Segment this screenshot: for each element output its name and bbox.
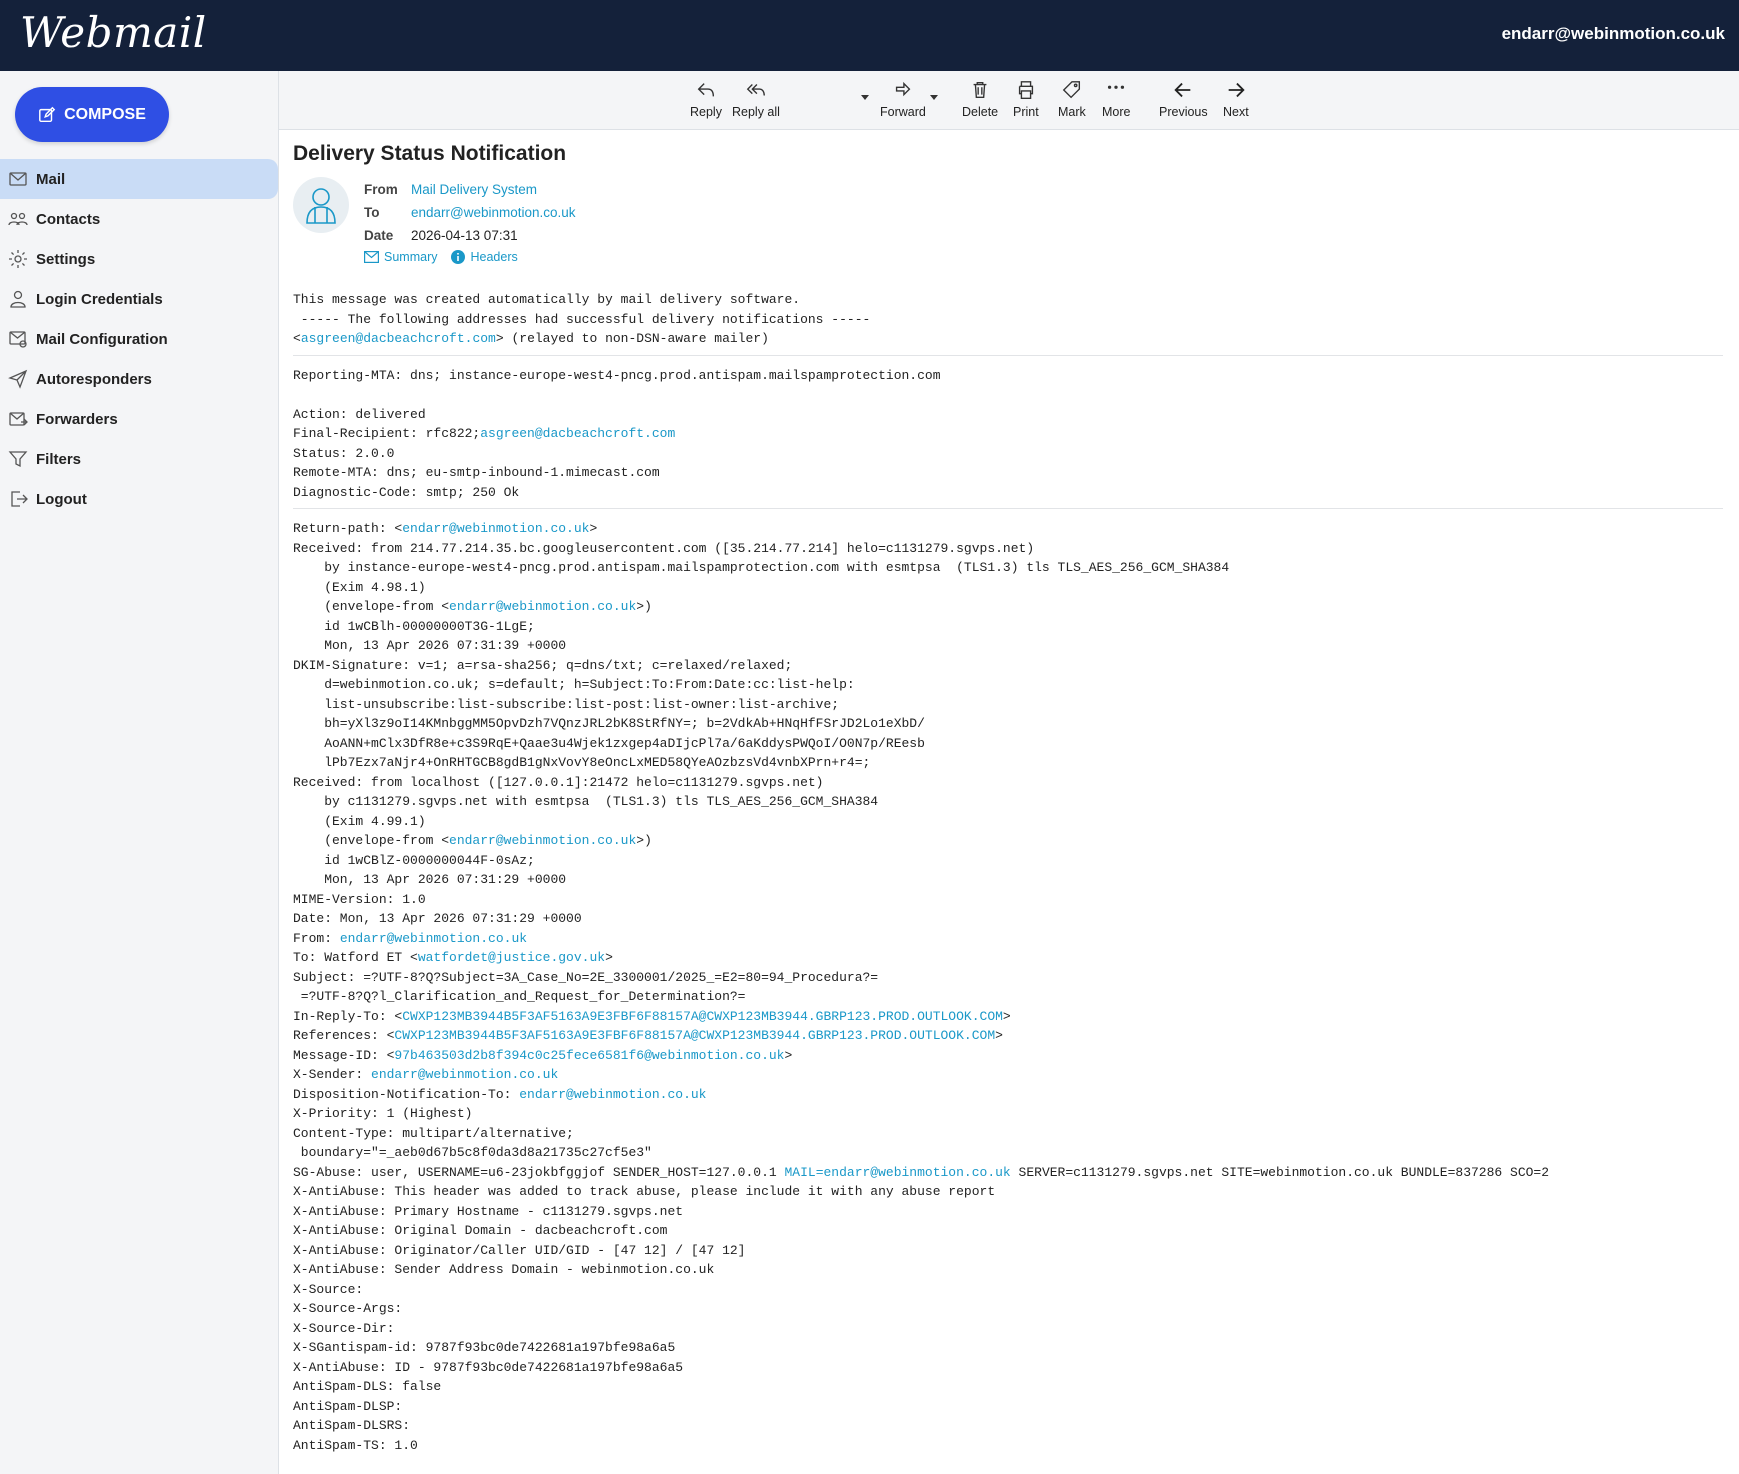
body-line — [293, 1358, 1723, 1378]
body-text: X-AntiAbuse: Original Domain - dacbeachcroft.com — [293, 1223, 668, 1238]
body-line — [293, 483, 1723, 503]
body-text: Diagnostic-Code: smtp; 250 Ok — [293, 484, 520, 500]
reply-all-dropdown-icon[interactable] — [861, 95, 869, 100]
logout-icon — [8, 489, 28, 509]
sidebar-item-login-credentials[interactable] — [0, 279, 278, 319]
body-line — [293, 948, 1723, 968]
body-text: > — [589, 521, 598, 536]
contacts-icon — [8, 209, 28, 229]
email-link[interactable]: endarr@webinmotion.co.uk — [402, 521, 590, 536]
forward-dropdown-icon[interactable] — [930, 95, 938, 100]
delete-button[interactable] — [962, 79, 998, 119]
body-line — [293, 444, 1723, 464]
body-line — [293, 617, 1723, 637]
sidebar-nav — [0, 159, 278, 519]
body-text: X-Source-Dir: — [293, 1320, 395, 1336]
body-line — [293, 1182, 1723, 1202]
sidebar-item-label: Mail — [36, 170, 66, 188]
mark-label: Mark — [1058, 105, 1086, 119]
email-link[interactable]: asgreen@dacbeachcroft.com — [300, 331, 496, 346]
email-link[interactable]: asgreen@dacbeachcroft.com — [480, 426, 676, 441]
trash-icon — [969, 79, 991, 101]
sidebar-item-autoresponders[interactable] — [0, 359, 278, 399]
sidebar-item-label: Forwarders — [36, 410, 118, 428]
body-text: id 1wCBlh-00000000T3G-1LgE; — [293, 618, 535, 634]
body-text: From: — [293, 930, 340, 946]
body-line — [293, 929, 1723, 949]
body-text: AntiSpam-TS: 1.0 — [293, 1437, 418, 1453]
next-button[interactable] — [1223, 79, 1249, 119]
body-text: Mon, 13 Apr 2026 07:31:39 +0000 — [293, 638, 567, 653]
body-text: To: Watford ET < — [293, 950, 418, 965]
arrow-left-icon — [1172, 79, 1194, 101]
body-line — [293, 1338, 1723, 1358]
body-text: (Exim 4.98.1) — [293, 579, 426, 595]
body-text: Disposition-Notification-To: — [293, 1086, 520, 1102]
reply-icon — [695, 79, 717, 101]
body-text: by c1131279.sgvps.net with esmtpsa (TLS1.3) tls TLS_AES_256_GCM_SHA384 — [293, 794, 879, 809]
email-link[interactable]: MAIL=endarr@webinmotion.co.uk — [784, 1164, 1011, 1180]
email-link[interactable]: 97b463503d2b8f394c0c25fece6581f6@webinmotion.co.uk — [394, 1047, 785, 1063]
date-value: 2026-04-13 07:31 — [411, 228, 518, 243]
body-line — [293, 578, 1723, 598]
sidebar-item-forwarders[interactable] — [0, 399, 278, 439]
body-text: Content-Type: multipart/alternative; — [293, 1125, 574, 1141]
body-text: lPb7Ezx7aNjr4+OnRHTGCB8gdB1gNxVovY8eOncLxMED58QYeAOzbzsVd4vnbXPrn+r4=; — [293, 755, 871, 770]
body-text: Message-ID: < — [293, 1047, 395, 1063]
body-text: d=webinmotion.co.uk; s=default; h=Subject:To:From:Date:cc:list-help: — [293, 677, 855, 692]
email-link[interactable]: endarr@webinmotion.co.uk — [449, 833, 637, 848]
body-text: < — [293, 331, 301, 346]
body-text: X-SGantispam-id: 9787f93bc0de7422681a197bfe98a6a5 — [293, 1340, 676, 1355]
body-line — [293, 1319, 1723, 1339]
body-text: AoANN+mClx3DfR8e+c3S9RqE+Qaae3u4Wjek1zxgep4aDIjcPl7a/6aKddysPWQoI/O0N7p/REesb — [293, 735, 925, 751]
app-logo: Webmail — [20, 8, 207, 57]
body-text: SG-Abuse: user, USERNAME=u6-23jokbfggjof SENDER_HOST=127.0.0.1 — [293, 1164, 785, 1180]
body-line — [293, 1143, 1723, 1163]
email-link[interactable]: endarr@webinmotion.co.uk — [449, 599, 637, 614]
person-icon — [293, 177, 349, 233]
section-divider — [293, 355, 1723, 356]
forward-button[interactable] — [880, 79, 926, 119]
body-line — [293, 656, 1723, 676]
body-line — [293, 987, 1723, 1007]
email-link[interactable]: watfordet@justice.gov.uk — [417, 950, 606, 965]
body-line — [293, 385, 1723, 405]
body-line — [293, 1163, 1723, 1183]
top-bar — [0, 0, 1739, 71]
body-text: boundary="=_aeb0d67b5c8f0da3d8a21735c27cf5e3" — [293, 1145, 652, 1160]
body-line — [293, 597, 1723, 617]
body-text: X-AntiAbuse: This header was added to track abuse, please include it with any abuse report — [293, 1184, 996, 1199]
message-body — [293, 290, 1723, 1455]
send-icon — [8, 369, 28, 389]
body-line — [293, 636, 1723, 656]
body-text: Reporting-MTA: dns; instance-europe-west4-pncg.prod.antispam.mailspamprotection.com — [293, 367, 941, 383]
header-values — [411, 178, 576, 247]
body-text: X-Source: — [293, 1281, 364, 1297]
body-section — [293, 290, 1723, 349]
previous-label: Previous — [1159, 105, 1208, 119]
body-text — [293, 387, 301, 402]
sidebar-item-mail-configuration[interactable] — [0, 319, 278, 359]
message-toolbar — [279, 71, 1739, 130]
print-label: Print — [1013, 105, 1039, 119]
tag-icon — [1061, 79, 1083, 101]
sender-avatar — [293, 177, 349, 233]
header-tabs — [364, 250, 518, 264]
body-text: ----- The following addresses had successful delivery notifications ----- — [293, 311, 871, 327]
more-icon — [1105, 79, 1127, 101]
sidebar-item-label: Autoresponders — [36, 370, 152, 388]
body-line — [293, 714, 1723, 734]
body-line — [293, 1221, 1723, 1241]
body-line — [293, 773, 1723, 793]
mail-settings-icon — [8, 329, 28, 349]
arrow-right-icon — [1225, 79, 1247, 101]
message-subject: Delivery Status Notification — [293, 142, 567, 165]
body-line — [293, 1007, 1723, 1027]
sidebar — [0, 71, 279, 1474]
email-link[interactable]: CWXP123MB3944B5F3AF5163A9E3FBF6F88157A@CWXP123MB3944.GBRP123.PROD.OUTLOOK.COM — [402, 1008, 1003, 1024]
compose-button[interactable] — [15, 87, 169, 142]
reply-all-button[interactable] — [732, 79, 780, 119]
sidebar-item-filters[interactable] — [0, 439, 278, 479]
sidebar-item-mail[interactable] — [0, 159, 278, 199]
body-text: X-Source-Args: — [293, 1301, 403, 1316]
user-icon — [8, 289, 28, 309]
sidebar-item-label: Settings — [36, 250, 96, 268]
body-line — [293, 1085, 1723, 1105]
sidebar-item-label: Login Credentials — [36, 290, 163, 308]
body-text: Remote-MTA: dns; eu-smtp-inbound-1.mimecast.com — [293, 465, 660, 480]
date-label: Date — [364, 228, 394, 243]
body-line — [293, 1299, 1723, 1319]
body-line — [293, 734, 1723, 754]
forward-icon — [892, 79, 914, 101]
body-line — [293, 1260, 1723, 1280]
delete-label: Delete — [962, 105, 999, 119]
body-text: References: < — [293, 1028, 395, 1043]
body-line — [293, 310, 1723, 330]
body-text: MIME-Version: 1.0 — [293, 891, 426, 907]
next-label: Next — [1223, 105, 1249, 119]
previous-button[interactable] — [1159, 79, 1208, 119]
body-text: X-AntiAbuse: Sender Address Domain - webinmotion.co.uk — [293, 1262, 715, 1277]
body-text: X-AntiAbuse: Originator/Caller UID/GID - [47 12] / [47 12] — [293, 1242, 746, 1258]
email-link[interactable]: CWXP123MB3944B5F3AF5163A9E3FBF6F88157A@CWXP123MB3944.GBRP123.PROD.OUTLOOK.COM — [394, 1028, 996, 1043]
body-line — [293, 424, 1723, 444]
body-text: > — [784, 1047, 793, 1063]
filter-icon — [8, 449, 28, 469]
body-text: > (relayed to non-DSN-aware mailer) — [495, 331, 769, 346]
body-line — [293, 792, 1723, 812]
sidebar-item-label: Logout — [36, 490, 87, 508]
body-line — [293, 290, 1723, 310]
gear-icon — [8, 249, 28, 269]
body-text: Received: from 214.77.214.35.bc.googleusercontent.com ([35.214.77.214] helo=c1131279.sgvps.net) — [293, 540, 1035, 556]
body-section — [293, 519, 1723, 1455]
body-text: X-AntiAbuse: ID - 9787f93bc0de7422681a197bfe98a6a5 — [293, 1359, 684, 1375]
body-line — [293, 675, 1723, 695]
body-line — [293, 329, 1723, 349]
envelope-icon — [364, 251, 379, 263]
section-divider — [293, 508, 1723, 509]
email-link[interactable]: endarr@webinmotion.co.uk — [371, 1067, 559, 1082]
body-line — [293, 1065, 1723, 1085]
body-text: >) — [636, 833, 652, 848]
body-section — [293, 366, 1723, 503]
sidebar-item-label: Filters — [36, 450, 82, 468]
body-line — [293, 1436, 1723, 1456]
to-label: To — [364, 205, 380, 220]
body-line — [293, 831, 1723, 851]
more-button[interactable] — [1102, 79, 1130, 119]
body-text: > — [995, 1028, 1003, 1043]
reply-all-label: Reply all — [732, 105, 780, 119]
forward-mail-icon — [8, 409, 28, 429]
body-line — [293, 1377, 1723, 1397]
from-label: From — [364, 182, 398, 197]
reply-button[interactable] — [690, 79, 722, 119]
email-link[interactable]: endarr@webinmotion.co.uk — [519, 1086, 707, 1102]
body-line — [293, 909, 1723, 929]
body-text: Mon, 13 Apr 2026 07:31:29 +0000 — [293, 872, 567, 887]
sidebar-item-settings[interactable] — [0, 239, 278, 279]
body-line — [293, 539, 1723, 559]
from-value[interactable]: Mail Delivery System — [411, 182, 538, 197]
body-text: X-AntiAbuse: Primary Hostname - c1131279.sgvps.net — [293, 1203, 684, 1219]
body-line — [293, 1397, 1723, 1417]
body-text: (envelope-from < — [293, 833, 450, 848]
headers-tab[interactable] — [451, 250, 517, 264]
printer-icon — [1015, 79, 1037, 101]
body-text: Action: delivered — [293, 406, 426, 422]
body-text: =?UTF-8?Q?l_Clarification_and_Request_for_Determination?= — [293, 989, 746, 1004]
sidebar-item-logout[interactable] — [0, 479, 278, 519]
info-icon — [451, 250, 465, 264]
body-text: Date: Mon, 13 Apr 2026 07:31:29 +0000 — [293, 911, 582, 926]
body-line — [293, 1124, 1723, 1144]
body-line — [293, 870, 1723, 890]
body-line — [293, 1280, 1723, 1300]
body-text: Status: 2.0.0 — [293, 445, 395, 461]
body-text: Return-path: < — [293, 521, 403, 536]
body-text: SERVER=c1131279.sgvps.net SITE=webinmotion.co.uk BUNDLE=837286 SCO=2 — [1010, 1164, 1550, 1180]
body-line — [293, 1026, 1723, 1046]
reply-all-icon — [745, 79, 767, 101]
body-text: Received: from localhost ([127.0.0.1]:21472 helo=c1131279.sgvps.net) — [293, 774, 824, 790]
summary-label: Summary — [384, 250, 438, 264]
body-line — [293, 753, 1723, 773]
mark-button[interactable] — [1058, 79, 1086, 119]
body-line — [293, 1202, 1723, 1222]
sidebar-item-label: Contacts — [36, 210, 101, 228]
body-line — [293, 1416, 1723, 1436]
body-text: Subject: =?UTF-8?Q?Subject=3A_Case_No=2E_3300001/2025_=E2=80=94_Procedura?= — [293, 969, 879, 985]
body-line — [293, 405, 1723, 425]
body-text: by instance-europe-west4-pncg.prod.antispam.mailspamprotection.com with esmtpsa (TLS1.3) tls TLS_AES_256_GCM_SHA384 — [293, 560, 1230, 575]
body-text: > — [605, 950, 613, 965]
body-text: id 1wCBlZ-0000000044F-0sAz; — [293, 852, 535, 868]
compose-icon — [38, 106, 56, 124]
summary-tab[interactable] — [364, 250, 437, 264]
to-value[interactable]: endarr@webinmotion.co.uk — [411, 205, 576, 220]
body-text: This message was created automatically by mail delivery software. — [293, 292, 801, 307]
body-text: list-unsubscribe:list-subscribe:list-post:list-owner:list-archive; — [293, 696, 840, 712]
body-line — [293, 519, 1723, 539]
forward-label: Forward — [880, 105, 926, 119]
body-text: DKIM-Signature: v=1; a=rsa-sha256; q=dns/txt; c=relaxed/relaxed; — [293, 657, 793, 673]
body-line — [293, 695, 1723, 715]
body-line — [293, 812, 1723, 832]
mail-icon — [8, 169, 28, 189]
body-line — [293, 851, 1723, 871]
compose-label: COMPOSE — [64, 105, 146, 123]
print-button[interactable] — [1013, 79, 1039, 119]
body-text: X-Sender: — [293, 1067, 372, 1082]
body-line — [293, 558, 1723, 578]
body-text: Final-Recipient: rfc822; — [293, 426, 481, 441]
headers-label: Headers — [470, 250, 518, 264]
body-line — [293, 463, 1723, 483]
body-text: AntiSpam-DLS: false — [293, 1379, 442, 1394]
body-line — [293, 1046, 1723, 1066]
body-text: X-Priority: 1 (Highest) — [293, 1106, 473, 1121]
reply-label: Reply — [690, 105, 722, 119]
body-text: > — [1002, 1008, 1011, 1024]
body-text: (Exim 4.99.1) — [293, 813, 426, 829]
body-text: AntiSpam-DLSRS: — [293, 1418, 411, 1433]
body-line — [293, 1241, 1723, 1261]
body-line — [293, 890, 1723, 910]
sidebar-item-contacts[interactable] — [0, 199, 278, 239]
body-line — [293, 1104, 1723, 1124]
user-email[interactable]: endarr@webinmotion.co.uk — [1501, 24, 1725, 43]
sidebar-item-label: Mail Configuration — [36, 330, 168, 348]
email-link[interactable]: endarr@webinmotion.co.uk — [339, 930, 528, 946]
more-label: More — [1102, 105, 1131, 119]
header-labels — [364, 178, 398, 247]
body-text: (envelope-from < — [293, 599, 450, 614]
body-text: AntiSpam-DLSP: — [293, 1398, 403, 1414]
body-text: >) — [636, 599, 652, 614]
body-line — [293, 968, 1723, 988]
body-text: bh=yXl3z9oI14KMnbggMM5OpvDzh7VQnzJRL2bK8StRfNY=; b=2VdkAb+HNqHfFSrJD2Lo1eXbD/ — [293, 716, 925, 731]
body-line — [293, 366, 1723, 386]
body-text: In-Reply-To: < — [293, 1008, 403, 1024]
